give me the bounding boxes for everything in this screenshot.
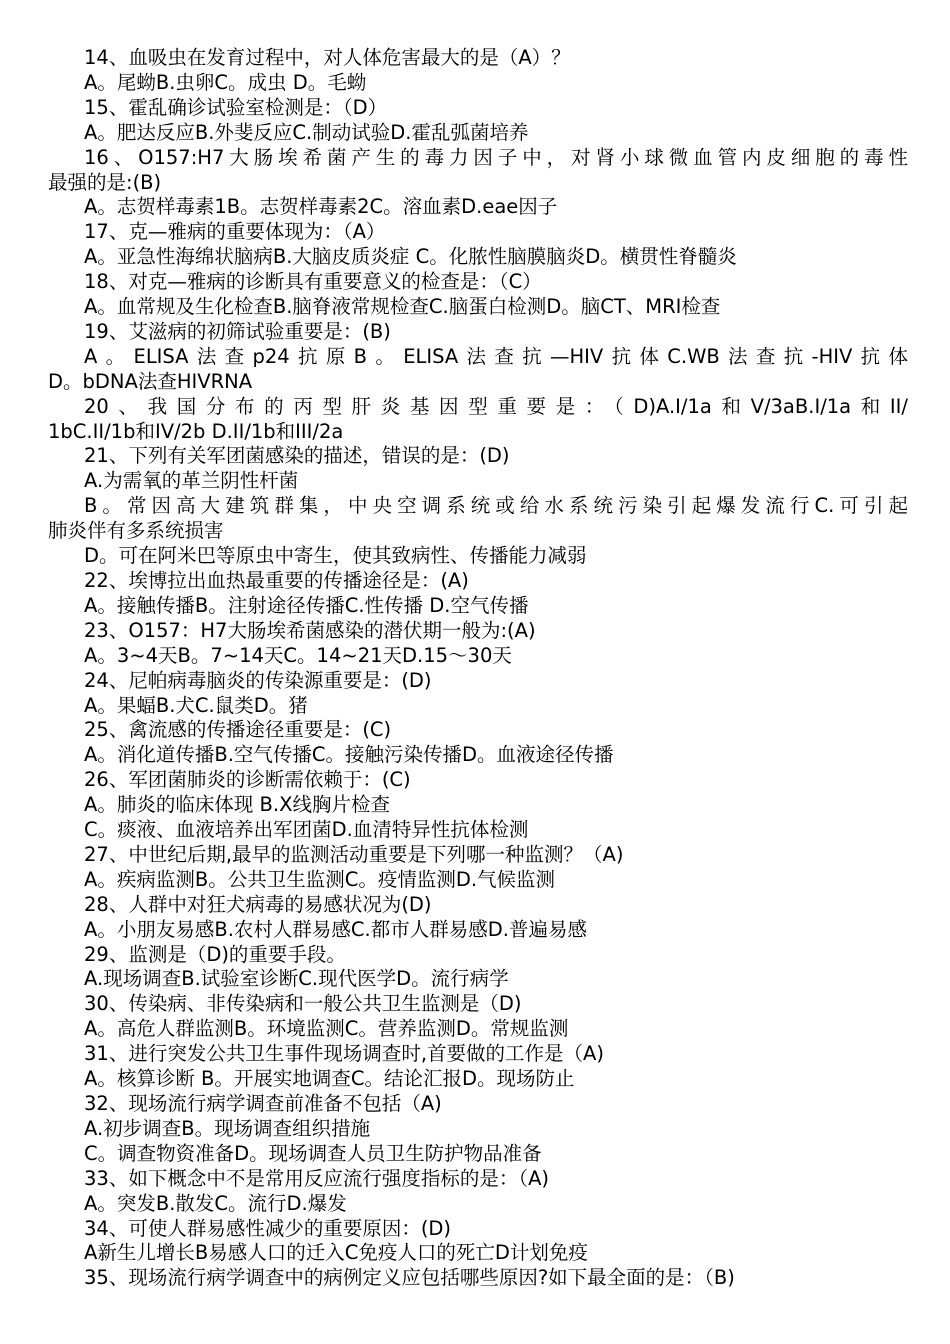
text-line: 肺炎伴有多系统损害 (48, 519, 224, 543)
text-line: 15、霍乱确诊试验室检测是：（D） (84, 95, 388, 119)
text-line: C。痰液、血液培养出军团菌D.血清特异性抗体检测 (84, 818, 529, 842)
text-line: A。血常规及生化检查B.脑脊液常规检查C.脑蛋白检测D。脑CT、MRI检查 (84, 295, 721, 319)
text-line: A。消化道传播B.空气传播C。接触污染传播D。血液途径传播 (84, 743, 614, 767)
text-line: 21、下列有关军团菌感染的描述，错误的是：(D) (84, 444, 510, 468)
text-line: A。3~4天B。7~14天C。14~21天D.15～30天 (84, 643, 512, 667)
text-line: 29、监测是（D)的重要手段。 (84, 942, 346, 966)
text-line: 33、如下概念中不是常用反应流行强度指标的是：（A) (84, 1166, 550, 1190)
text-line: D。bDNA法查HIVRNA (48, 369, 253, 393)
text-line: A。肺炎的临床体现 B.X线胸片检查 (84, 793, 390, 817)
text-line: A.初步调查B。现场调查组织措施 (84, 1116, 371, 1140)
text-line: A。志贺样毒素1B。志贺样毒素2C。溶血素D.eae因子 (84, 195, 558, 219)
text-line: 最强的是:(B) (48, 170, 162, 194)
text-line: 28、人群中对狂犬病毒的易感状况为(D) (84, 892, 432, 916)
text-line: A.现场调查B.试验室诊断C.现代医学D。流行病学 (84, 967, 509, 991)
text-line: 1bC.II/1b和IV/2b D.II/1b和III/2a (48, 419, 344, 443)
text-line: 23、O157：H7大肠埃希菌感染的潜伏期一般为:(A) (84, 618, 536, 642)
text-line: A。接触传播B。注射途径传播C.性传播 D.空气传播 (84, 593, 529, 617)
text-line: 31、进行突发公共卫生事件现场调查时,首要做的工作是（A) (84, 1042, 604, 1066)
text-line: A。突发B.散发C。流行D.爆发 (84, 1191, 347, 1215)
text-line: A。尾蚴B.虫卵C。成虫 D。毛蚴 (84, 70, 367, 94)
text-line: A.为需氧的革兰阴性杆菌 (84, 469, 299, 493)
text-line: A。肥达反应B.外斐反应C.制动试验D.霍乱弧菌培养 (84, 120, 529, 144)
text-line: 19、艾滋病的初筛试验重要是：(B) (84, 319, 391, 343)
text-line: A。核算诊断 B。开展实地调查C。结论汇报D。现场防止 (84, 1067, 575, 1091)
text-line: 30、传染病、非传染病和一般公共卫生监测是（D) (84, 992, 522, 1016)
text-line: 17、克—雅病的重要体现为：（A） (84, 220, 386, 244)
text-line: 32、现场流行病学调查前准备不包括（A) (84, 1092, 442, 1115)
text-line: A。疾病监测B。公共卫生监测C。疫情监测D.气候监测 (84, 867, 556, 891)
text-line: B。常因高大建筑群集，中央空调系统或给水系统污染引起爆发流行C.可引起 (84, 494, 908, 518)
text-line: A。高危人群监测B。环境监测C。营养监测D。常规监测 (84, 1017, 569, 1041)
text-line: 20、我国分布的丙型肝炎基因型重要是：（D)A.I/1a和V/3aB.I/1a和II/ (84, 394, 908, 418)
text-line: 24、尼帕病毒脑炎的传染源重要是：(D) (84, 668, 432, 692)
text-line: A。亚急性海绵状脑病B.大脑皮质炎症 C。化脓性脑膜脑炎D。横贯性脊髓炎 (84, 245, 737, 269)
document-page (48, 46, 908, 1291)
text-line: A。小朋友易感B.农村人群易感C.都市人群易感D.普遍易感 (84, 917, 587, 941)
text-line: 25、禽流感的传播途径重要是：(C) (84, 718, 392, 742)
text-line: 14、血吸虫在发育过程中，对人体危害最大的是（A）？ (84, 46, 571, 69)
text-line: 18、对克—雅病的诊断具有重要意义的检查是：（C） (84, 270, 542, 294)
text-line: D。可在阿米巴等原虫中寄生，使其致病性、传播能力减弱 (84, 544, 587, 568)
text-line: A。ELISA法查p24抗原B。ELISA法查抗—HIV抗体C.WB法查抗-HIV抗体 (84, 344, 908, 368)
text-line: 26、军团菌肺炎的诊断需依赖于：(C) (84, 768, 411, 792)
text-line: C。调查物资准备D。现场调查人员卫生防护物品准备 (84, 1141, 542, 1165)
text-line: 34、可使人群易感性减少的重要原因：(D) (84, 1216, 452, 1240)
text-line: 22、埃博拉出血热最重要的传播途径是：(A) (84, 568, 469, 592)
text-line: 27、中世纪后期,最早的监测活动重要是下列哪一种监测？（A) (84, 842, 624, 866)
text-line: A新生儿增长B易感人口的迁入C免疫人口的死亡D计划免疫 (84, 1241, 588, 1265)
text-line: 16、O157:H7大肠埃希菌产生的毒力因子中，对肾小球微血管内皮细胞的毒性 (84, 145, 908, 169)
text-line: A。果蝠B.犬C.鼠类D。猪 (84, 693, 308, 717)
text-line: 35、现场流行病学调查中的病例定义应包括哪些原因?如下最全面的是：（B) (84, 1266, 735, 1290)
